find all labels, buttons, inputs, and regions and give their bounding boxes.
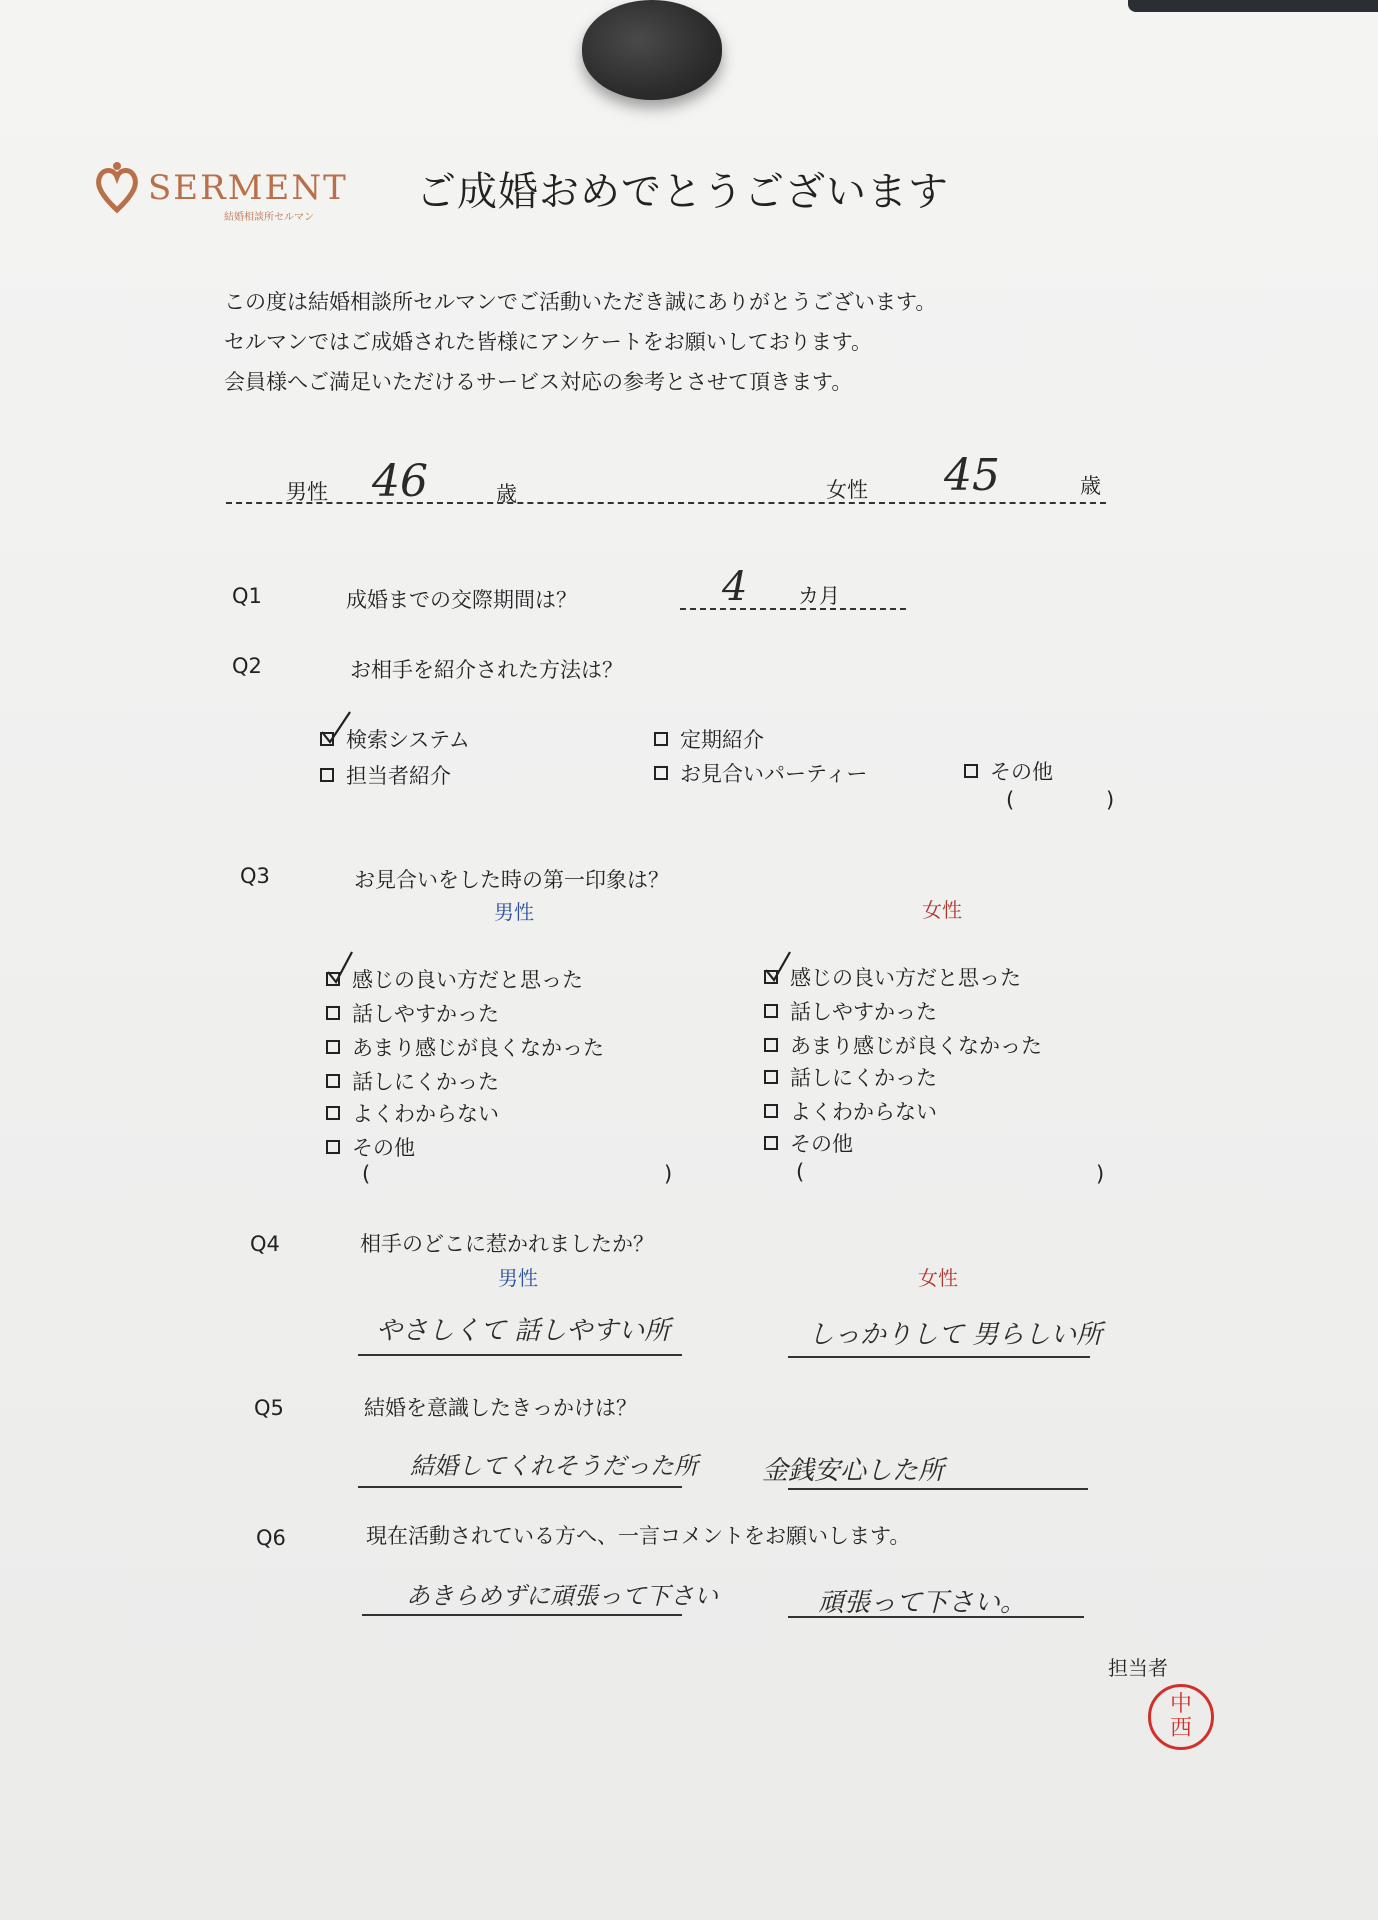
- q4-female-header: 女性: [918, 1266, 958, 1290]
- q5-question: 結婚を意識したきっかけは？: [364, 1396, 637, 1420]
- q5-male-line: [358, 1486, 682, 1488]
- q3-option-label: その他: [790, 1132, 853, 1156]
- female-age: 45: [944, 450, 1000, 501]
- q2-other-paren-open: (: [1006, 788, 1015, 812]
- q2-option-other[interactable]: [964, 756, 1053, 786]
- q6-male-line: [362, 1614, 682, 1616]
- male-label: 男性: [286, 480, 328, 504]
- q4-male-line: [358, 1354, 682, 1356]
- q2-option-label: お見合いパーティー: [680, 762, 868, 786]
- q3-female-option[interactable]: [764, 996, 937, 1026]
- checkbox-icon[interactable]: [326, 1074, 340, 1088]
- checkbox-icon[interactable]: [320, 768, 334, 782]
- age-line: [226, 502, 1106, 504]
- q2-option-label: その他: [990, 760, 1053, 784]
- q3-male-option[interactable]: [326, 1032, 604, 1062]
- checkbox-icon[interactable]: [764, 1136, 778, 1150]
- q3-option-label: 話しにくかった: [790, 1066, 937, 1090]
- checkbox-icon[interactable]: [764, 1038, 778, 1052]
- q3-option-label: あまり感じが良くなかった: [790, 1034, 1042, 1058]
- q3-female-option[interactable]: [764, 1096, 937, 1126]
- q2-option-staff-intro[interactable]: [320, 760, 451, 790]
- q4-number: Q4: [250, 1232, 280, 1256]
- q3-female-paren-open: (: [796, 1160, 805, 1184]
- q4-male-answer: やさしくて 話しやすい所: [376, 1316, 671, 1346]
- q2-option-regular-intro[interactable]: [654, 724, 764, 754]
- checkbox-icon[interactable]: [654, 766, 668, 780]
- q3-male-paren-close: ): [664, 1162, 673, 1186]
- background-object: [1128, 0, 1378, 12]
- q3-option-label: よくわからない: [352, 1102, 499, 1126]
- q3-option-label: 話しにくかった: [352, 1070, 499, 1094]
- q2-number: Q2: [232, 654, 262, 678]
- staff-seal-stamp: [1148, 1684, 1214, 1750]
- q3-option-label: 話しやすかった: [790, 1000, 937, 1024]
- intro-line-1: この度は結婚相談所セルマンでご活動いただき誠にありがとうございます。: [224, 290, 937, 314]
- q2-other-paren-close: ): [1106, 788, 1115, 812]
- q6-male-answer: あきらめずに頑張って下さい: [406, 1582, 718, 1610]
- document-title: ご成婚おめでとうございます: [416, 169, 949, 215]
- q2-question: お相手を紹介された方法は？: [350, 658, 623, 682]
- q3-option-label: 感じの良い方だと思った: [352, 968, 583, 992]
- q3-male-header: 男性: [494, 900, 534, 924]
- magnet: [582, 0, 722, 100]
- male-age: 46: [372, 456, 428, 507]
- q5-male-answer: 結婚してくれそうだった所: [410, 1452, 698, 1480]
- q3-option-label: 話しやすかった: [352, 1002, 499, 1026]
- female-age-unit: 歳: [1080, 474, 1101, 498]
- q3-option-label: 感じの良い方だと思った: [790, 966, 1021, 990]
- q1-unit: カ月: [798, 584, 840, 608]
- stamp-char-1: 中: [1169, 1692, 1192, 1717]
- q3-number: Q3: [240, 864, 270, 888]
- q3-female-paren-close: ): [1096, 1162, 1105, 1186]
- checkbox-icon[interactable]: [764, 1004, 778, 1018]
- checkbox-checked-icon[interactable]: [326, 972, 340, 986]
- checkbox-icon[interactable]: [654, 732, 668, 746]
- q4-question: 相手のどこに惹かれましたか？: [360, 1232, 654, 1256]
- q1-number: Q1: [232, 584, 262, 608]
- q3-option-label: その他: [352, 1136, 415, 1160]
- q4-female-answer: しっかりして 男らしい所: [808, 1320, 1103, 1350]
- q3-option-label: よくわからない: [790, 1100, 937, 1124]
- q2-option-label: 定期紹介: [680, 728, 764, 752]
- q6-number: Q6: [256, 1526, 286, 1550]
- q5-female-line: [788, 1488, 1088, 1490]
- q2-option-label: 担当者紹介: [346, 764, 451, 788]
- q5-number: Q5: [254, 1396, 284, 1420]
- q1-question: 成婚までの交際期間は？: [346, 588, 577, 612]
- logo-text: SERMENT: [148, 168, 348, 208]
- intro-line-3: 会員様へご満足いただけるサービス対応の参考とさせて頂きます。: [224, 370, 853, 394]
- q3-male-option[interactable]: [326, 998, 499, 1028]
- q3-female-option[interactable]: [764, 1062, 937, 1092]
- checkbox-icon[interactable]: [326, 1106, 340, 1120]
- checkbox-icon[interactable]: [964, 764, 978, 778]
- q1-answer-line: [680, 608, 906, 610]
- logo-subtext: 結婚相談所セルマン: [224, 212, 314, 223]
- q5-female-answer: 金銭安心した所: [762, 1456, 945, 1486]
- q3-male-option[interactable]: [326, 964, 583, 994]
- q3-female-option[interactable]: [764, 1128, 853, 1158]
- q3-male-option[interactable]: [326, 1132, 415, 1162]
- checkbox-icon[interactable]: [326, 1140, 340, 1154]
- q3-male-option[interactable]: [326, 1098, 499, 1128]
- q4-female-line: [788, 1356, 1090, 1358]
- intro-line-2: セルマンではご成婚された皆様にアンケートをお願いしております。: [224, 330, 873, 354]
- checkbox-icon[interactable]: [764, 1104, 778, 1118]
- checkbox-icon[interactable]: [326, 1040, 340, 1054]
- stamp-char-2: 西: [1169, 1716, 1192, 1741]
- checkbox-icon[interactable]: [326, 1006, 340, 1020]
- heart-logo-icon: [94, 160, 140, 214]
- q6-female-line: [788, 1616, 1084, 1618]
- q3-male-paren-open: (: [362, 1162, 371, 1186]
- q6-question: 現在活動されている方へ、一言コメントをお願いします。: [366, 1524, 911, 1548]
- q2-option-label: 検索システム: [346, 728, 470, 752]
- q3-female-option[interactable]: [764, 1030, 1042, 1060]
- q2-option-search-system[interactable]: [320, 724, 470, 754]
- q3-question: お見合いをした時の第一印象は？: [354, 868, 669, 892]
- q3-female-header: 女性: [922, 898, 962, 922]
- male-age-unit: 歳: [496, 482, 517, 506]
- q3-male-option[interactable]: [326, 1066, 499, 1096]
- q1-answer: 4: [722, 564, 748, 610]
- female-label: 女性: [826, 478, 868, 502]
- q2-option-party[interactable]: [654, 758, 867, 788]
- staff-label: 担当者: [1108, 1656, 1168, 1680]
- checkbox-icon[interactable]: [764, 1070, 778, 1084]
- q6-female-answer: 頑張って下さい。: [818, 1588, 1027, 1618]
- q3-option-label: あまり感じが良くなかった: [352, 1036, 604, 1060]
- checkbox-checked-icon[interactable]: [764, 970, 778, 984]
- q3-female-option[interactable]: [764, 962, 1021, 992]
- q4-male-header: 男性: [498, 1266, 538, 1290]
- checkbox-checked-icon[interactable]: [320, 732, 334, 746]
